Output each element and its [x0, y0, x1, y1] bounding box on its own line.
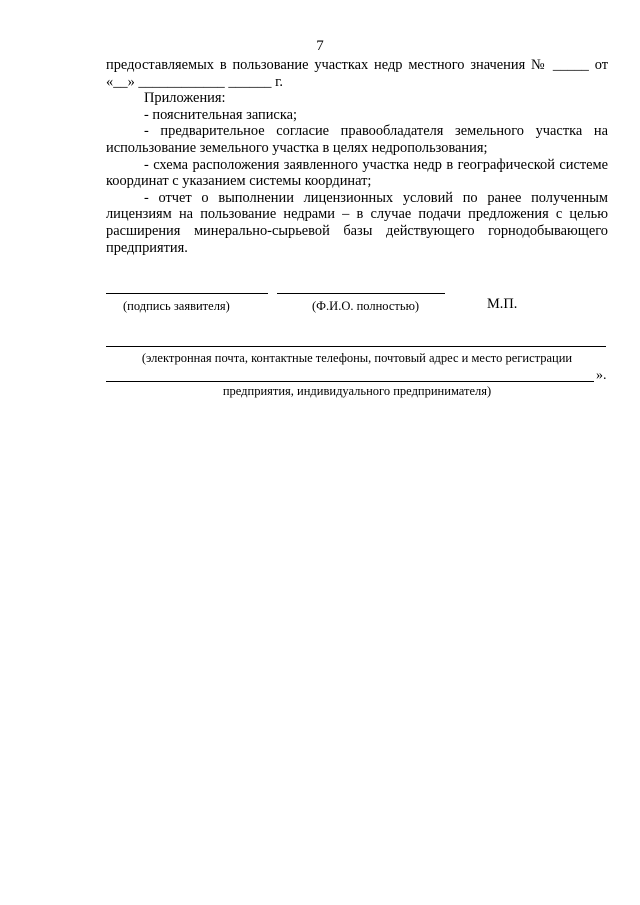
- signature-line: [106, 293, 268, 294]
- attachment-item-location-scheme: - схема расположения заявленного участка недр в географической системе координат с указанием системы координат;: [106, 156, 608, 190]
- attachment-item-license-report: - отчет о выполнении лицензионных условий по ранее полученным лицензиям на пользование недрами – в случае подачи предложения с целью расширения минерально-сырьевой базы действующего горнодобывающего предприятия.: [106, 189, 608, 256]
- document-body: [106, 57, 608, 256]
- full-name-line: [277, 293, 445, 294]
- contacts-line: [106, 346, 606, 347]
- contacts-line-2: [106, 381, 594, 382]
- contacts-caption-line2: предприятия, индивидуального предпринимателя): [222, 384, 492, 398]
- signature-caption: (подпись заявителя): [123, 299, 230, 313]
- attachment-item-explanatory-note: - пояснительная записка;: [144, 106, 297, 123]
- full-name-caption: (Ф.И.О. полностью): [312, 299, 420, 313]
- contacts-line-end: ».: [596, 368, 607, 383]
- page-number: 7: [316, 38, 324, 54]
- attachment-item-landowner-consent: - предварительное согласие правообладателя земельного участка на использование земельного участка в целях недропользования;: [106, 123, 608, 156]
- contacts-caption-line1: (электронная почта, контактные телефоны, почтовый адрес и место регистрации: [141, 351, 573, 365]
- paragraph-intro: предоставляемых в пользование участках недр местного значения № _____ от «__» ____________ ______ г.: [106, 57, 608, 90]
- attachments-heading: Приложения:: [144, 90, 226, 107]
- seal-label: М.П.: [487, 296, 518, 312]
